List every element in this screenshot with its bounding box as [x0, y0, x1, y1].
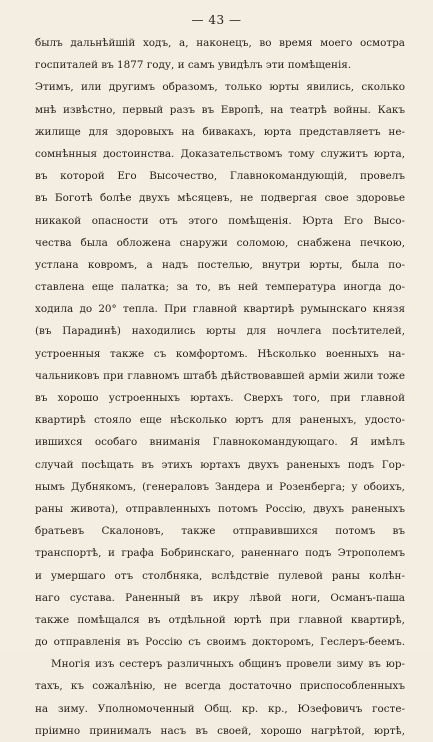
text-line: квартирѣ стояло еще нѣсколько юртъ для раненыхъ, удосто-	[35, 414, 405, 427]
text-line: въ хорошо устроенныхъ юртахъ. Сверхъ того, при главной	[35, 392, 405, 404]
text-line: въ которой Его Высочество, Главнокомандующій, провелъ	[35, 170, 405, 183]
text-line: чества была обложена снаружи соломою, снабжена печкою,	[35, 236, 405, 249]
text-line: также помѣщался въ отдѣльной юртѣ при главной квартирѣ,	[35, 613, 405, 626]
text-line: пріимно принималъ насъ въ своей, хорошо нагрѣтой, юртѣ,	[35, 724, 405, 737]
text-line: нымъ Дубнякомъ, (генераловъ Зандера и Розенберга; у обоихъ,	[35, 480, 405, 493]
text-line: до отправленія въ Россію съ своимъ докторомъ, Геслеръ-беемъ.	[35, 636, 405, 649]
text-line: ходила до 20° тепла. При главной квартирѣ румынскаго князя	[35, 303, 405, 316]
text-line: сомнѣнныя достоинства. Доказательствомъ тому служитъ юрта,	[35, 147, 405, 160]
text-line: на зиму. Уполномоченный Общ. кр. кр., Юзефовичъ госте-	[35, 702, 405, 715]
text-line: устлана ковромъ, а надъ постелью, внутри юрты, была по-	[35, 258, 405, 271]
text-line: братьевъ Скалоновъ, также отправившихся потомъ въ	[35, 525, 405, 538]
page-number: — 43 —	[191, 13, 242, 27]
text-line: никакой опасности отъ этого помѣщенія. Юрта Его Высо-	[35, 214, 405, 227]
text-line: мнѣ извѣстно, первый разъ въ Европѣ, на театрѣ войны. Какъ	[35, 103, 405, 116]
text-line: случай посѣщать въ этихъ юртахъ двухъ раненыхъ подъ Гор-	[35, 458, 405, 471]
text-line: транспортѣ, и графа Бобринскаго, раненнаго подъ Этрополемъ	[35, 547, 405, 560]
text-line: ставлена еще палатка; за то, въ ней температура иногда до-	[35, 281, 405, 294]
text-line: ившихся особаго вниманія Главнокомандующаго. Я имѣлъ	[35, 436, 405, 449]
text-line: жилище для здоровыхъ на бивакахъ, юрта представляетъ не-	[35, 125, 405, 138]
text-line: былъ дальнѣйшій ходъ, а, наконецъ, во время моего осмотра	[35, 37, 405, 49]
text-line: раны живота), отправленныхъ потомъ Россію, двухъ раненыхъ	[35, 502, 405, 515]
text-line: Этимъ, или другимъ образомъ, только юрты явились, сколько	[35, 81, 405, 94]
text-line: и умершаго отъ столбняка, вслѣдствіе пулевой раны колѣн-	[35, 569, 405, 582]
body-text	[35, 32, 405, 742]
text-line: наго сустава. Раненный въ икру лѣвой ноги, Османъ-паша	[35, 591, 405, 604]
text-line: (въ Парадинѣ) находились юрты для ночлега посѣтителей,	[35, 325, 405, 338]
text-line: устроенныя также съ комфортомъ. Нѣсколько военныхъ на-	[35, 347, 405, 360]
text-line: госпиталей въ 1877 году, и самъ увидѣлъ эти помѣщенія.	[35, 59, 352, 72]
text-line: Многія изъ сестеръ различныхъ общинъ провели зиму въ юр-	[51, 658, 405, 671]
text-line: чальниковъ при главномъ штабѣ дѣйствовавшей арміи жили тоже	[35, 369, 405, 382]
text-line: въ Боготѣ болѣе двухъ мѣсяцевъ, не подвергая свое здоровье	[35, 192, 405, 205]
text-line: тахъ, къ сожалѣнію, не всегда достаточно приспособленныхъ	[35, 680, 405, 693]
